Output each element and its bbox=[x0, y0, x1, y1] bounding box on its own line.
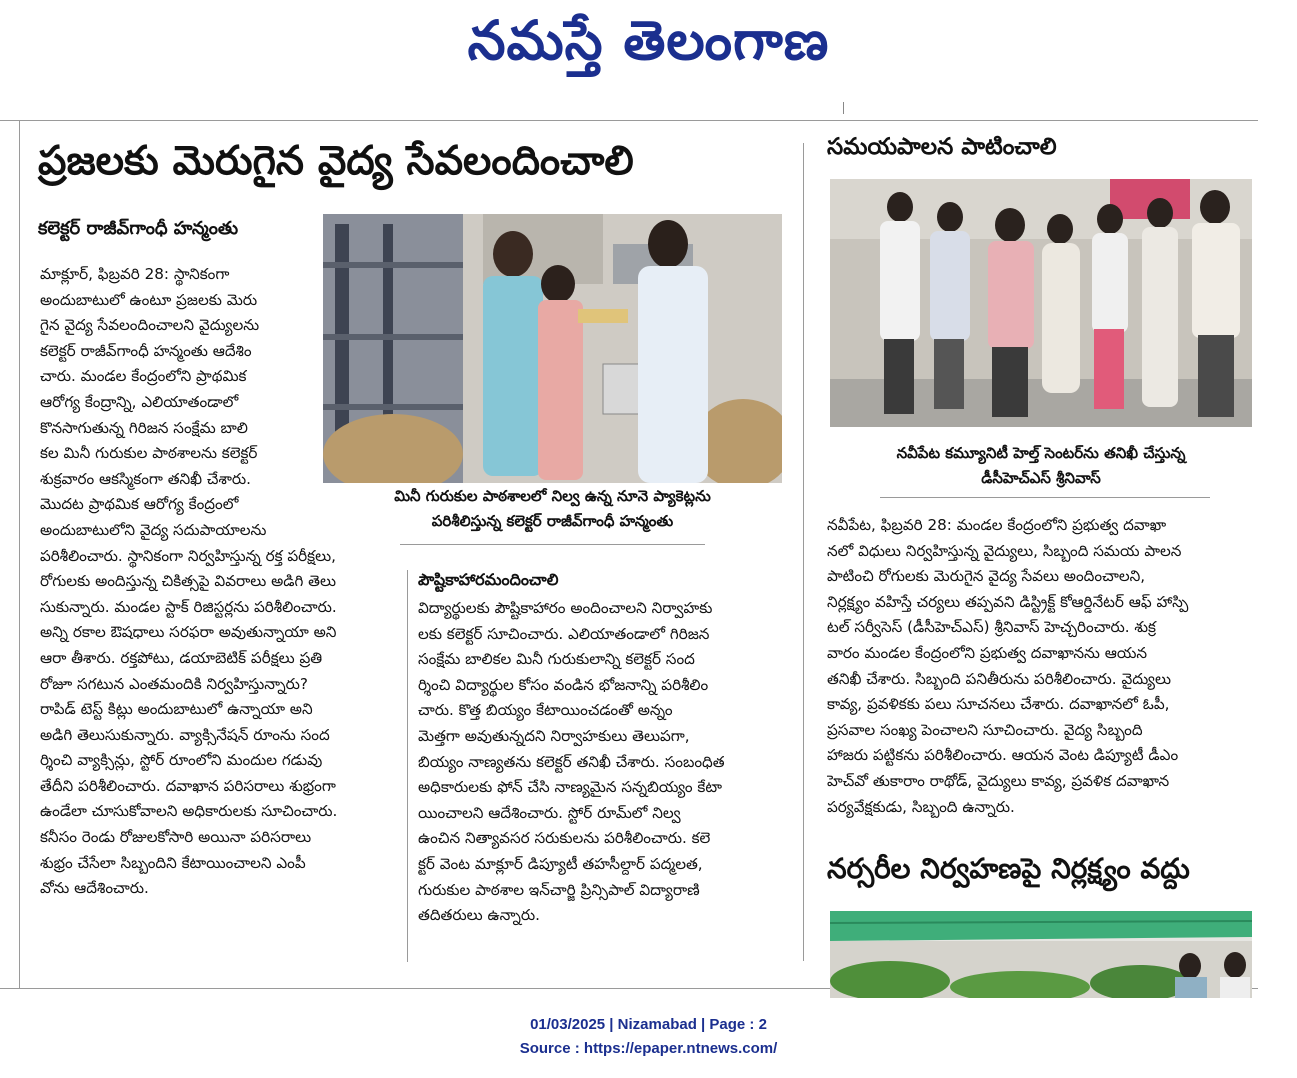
top-rule bbox=[0, 120, 1258, 121]
text-line: కావ్య, ప్రవళికకు పలు సూచనలు చేశారు. దవాఖానలో ఓపీ, bbox=[827, 695, 1170, 714]
text-line: పాటించి రోగులకు మెరుగైన వైద్య సేవలు అందించాలని, bbox=[827, 567, 1146, 586]
text-line: వోను ఆదేశించారు. bbox=[40, 879, 149, 898]
masthead-tick bbox=[843, 102, 844, 114]
caption-underline bbox=[400, 544, 705, 545]
text-line: అందుబాటులో ఉంటూ ప్రజలకు మెరు bbox=[40, 290, 258, 309]
masthead-logo: నమస్తే తెలంగాణ bbox=[467, 8, 830, 72]
text-line: నిర్లక్ష్యం వహిస్తే చర్యలు తప్పవని డిస్ట్రిక్ట్ కోఆర్డినేటర్ ఆఫ్ హాస్పి bbox=[827, 592, 1189, 611]
text-line: తేదీని పరిశీలించారు. దవాఖాన పరిసరాలు శుభ్రంగా bbox=[40, 776, 336, 795]
text-line: గురుకుల పాఠశాల ఇన్‌చార్జి ప్రిన్సిపాల్ విద్యారాణి bbox=[418, 880, 700, 899]
text-line: నలో విధులు నిర్వహిస్తున్న వైద్యులు, సిబ్బంది సమయ పాలన bbox=[827, 541, 1182, 560]
main-photo-caption-line: మినీ గురుకుల పాఠశాలలో నిల్వ ఉన్న నూనె ప్యాకెట్లను bbox=[394, 487, 711, 505]
text-line: రోగులకు అందిస్తున్న చికిత్సపై వివరాలు అడిగి తెలు bbox=[40, 572, 337, 591]
text-line: శుభ్రం చేసేలా సిబ్బందిని కేటాయించాలని ఎంపీ bbox=[40, 853, 306, 872]
text-line: మొదట ప్రాథమిక ఆరోగ్య కేంద్రంలో bbox=[40, 495, 239, 514]
text-line: నవీపేట, ఫిబ్రవరి 28: మండల కేంద్రంలోని ప్రభుత్వ దవాఖా bbox=[827, 516, 1167, 534]
text-line: కనీసం రెండు రోజులకోసారి అయినా పరిసరాలు bbox=[40, 828, 312, 847]
main-body-col1 bbox=[40, 262, 400, 902]
text-line: శుక్రవారం ఆకస్మికంగా తనిఖీ చేశారు. bbox=[40, 469, 251, 488]
inner-column-divider bbox=[407, 570, 408, 962]
text-line: యించాలని ఆదేశించారు. స్టోర్ రూమ్‌లో నిల్వ bbox=[418, 803, 681, 822]
text-line: రాపిడ్ టెస్ట్ కిట్లు అందుబాటులో ఉన్నాయా అని bbox=[40, 700, 313, 719]
text-line: పర్యవేక్షకుడు, సిబ్బంది ఉన్నారు. bbox=[827, 797, 1015, 816]
text-line: క్టర్ వెంట మాక్లూర్ డిప్యూటీ తహసీల్దార్ పద్మలత, bbox=[418, 854, 703, 873]
text-line: గైన వైద్య సేవలందించాలని వైద్యులను bbox=[40, 316, 260, 335]
text-line: ర్శించి వ్యాక్సిన్లు, స్టోర్ రూంలోని మందుల గడువు bbox=[40, 751, 323, 770]
text-line: సంక్షేమ బాలికల మినీ గురుకులాన్ని కలెక్టర్ సంద bbox=[418, 650, 695, 669]
text-line: ఉంచిన నిత్యావసర సరుకులను పరిశీలించారు. కలె bbox=[418, 829, 711, 848]
text-line: లకు కలెక్టర్ సూచించారు. ఎలియాతండాలో గిరిజన bbox=[418, 624, 710, 643]
subsection-title: పౌష్టికాహారమందించాలి bbox=[418, 570, 559, 589]
text-line: మెత్తగా అవుతున్నదని నిర్వాహకులు తెలుపగా, bbox=[418, 726, 690, 745]
third-headline: నర్సరీల నిర్వహణపై నిర్లక్ష్యం వద్దు bbox=[827, 852, 1190, 885]
left-frame-rule bbox=[19, 120, 20, 988]
text-line: మాక్లూర్, ఫిబ్రవరి 28: స్థానికంగా bbox=[40, 265, 230, 283]
text-line: అడిగి తెలుసుకున్నారు. వ్యాక్సినేషన్ రూంను సంద bbox=[40, 725, 330, 744]
text-line: చారు. కొత్త బియ్యం కేటాయించడంతో అన్నం bbox=[418, 701, 673, 720]
text-line: తనిఖీ చేశారు. సిబ్బంది పనితీరును పరిశీలించారు. వైద్యులు bbox=[827, 669, 1172, 688]
text-line: ఉండేలా చూసుకోవాలని అధికారులకు సూచించారు. bbox=[40, 802, 338, 821]
text-line: అధికారులకు ఫోన్ చేసి నాణ్యమైన సన్నబియ్యం కేటా bbox=[418, 778, 722, 797]
text-line: హాజరు పట్టికను పరిశీలించారు. ఆయన వెంట డిప్యూటీ డీఎం bbox=[827, 746, 1179, 765]
text-line: సుకున్నారు. మండల స్టాక్ రిజిస్టర్లను పరిశీలించారు. bbox=[40, 597, 337, 616]
text-line: చారు. మండల కేంద్రంలోని ప్రాథమిక bbox=[40, 367, 247, 386]
footer-source-link[interactable]: Source : https://epaper.ntnews.com/ bbox=[519, 1040, 778, 1057]
text-line: రోజూ సగటున ఎంతమందికి నిర్వహిస్తున్నారు? bbox=[40, 674, 308, 693]
main-body-col2 bbox=[418, 596, 788, 929]
footer-date-edition: 01/03/2025 | Nizamabad | Page : 2 bbox=[530, 1016, 767, 1033]
text-line: కల మినీ గురుకుల పాఠశాలను కలెక్టర్ bbox=[40, 444, 258, 463]
text-line: అందుబాటులోని వైద్య సదుపాయాలను bbox=[40, 520, 267, 539]
text-line: హెచ్‌వో తుకారాం రాథోడ్, వైద్యులు కావ్య, ప్రవళిక దవాఖాన bbox=[827, 771, 1170, 790]
text-line: ప్రసవాల సంఖ్య పెంచాలని సూచించారు. వైద్య సిబ్బంది bbox=[827, 720, 1143, 739]
text-line: టల్ సర్వీసెస్ (డీసీహెచ్‌ఎస్) శ్రీనివాస్ హెచ్చరించారు. శుక్ర bbox=[827, 618, 1156, 637]
text-line: ఆరోగ్య కేంద్రాన్ని, ఎలియాతండాలో bbox=[40, 392, 239, 411]
text-line: పరిశీలించారు. స్థానికంగా నిర్వహిస్తున్న రక్త పరీక్షలు, bbox=[40, 546, 336, 565]
text-line: బియ్యం నాణ్యతను కలెక్టర్ తనిఖీ చేశారు. సంబంధిత bbox=[418, 752, 725, 771]
text-line: వారం మండల కేంద్రంలోని ప్రభుత్వ దవాఖానను ఆయన bbox=[827, 643, 1148, 662]
text-line: అన్ని రకాల ఔషధాలు సరఫరా అవుతున్నాయా అని bbox=[40, 623, 337, 642]
third-photo bbox=[830, 911, 1252, 998]
main-headline: ప్రజలకు మెరుగైన వైద్య సేవలందించాలి bbox=[38, 138, 634, 184]
main-subhead: కలెక్టర్ రాజీవ్‌గాంధీ హన్మంతు bbox=[38, 218, 239, 239]
side-caption-underline bbox=[880, 497, 1210, 498]
side-photo-caption bbox=[823, 441, 1259, 491]
main-photo-caption-line: పరిశీలిస్తున్న కలెక్టర్ రాజీవ్‌గాంధీ హన్మంతు bbox=[431, 512, 674, 530]
text-line: ర్శించి విద్యార్థుల కోసం వండిన భోజనాన్ని పరిశీలిం bbox=[418, 675, 709, 694]
side-photo-caption-line: నవీపేట కమ్యూనిటీ హెల్త్ సెంటర్‌ను తనిఖీ చేస్తున్న bbox=[896, 444, 1186, 462]
side-body bbox=[827, 513, 1257, 820]
text-line: విద్యార్థులకు పౌష్టికాహారం అందించాలని నిర్వాహకు bbox=[418, 599, 713, 617]
text-line: ఆరా తీశారు. రక్తపోటు, డయాబెటిక్ పరీక్షలు ప్రతి bbox=[40, 648, 323, 667]
side-photo bbox=[830, 179, 1252, 427]
text-line: తదితరులు ఉన్నారు. bbox=[418, 906, 541, 925]
column-divider bbox=[803, 143, 804, 961]
side-photo-caption-line: డీసీహెచ్‌ఎస్ శ్రీనివాస్ bbox=[981, 469, 1101, 487]
side-headline: సమయపాలన పాటించాలి bbox=[827, 134, 1057, 160]
text-line: కలెక్టర్ రాజీవ్‌గాంధీ హన్మంతు ఆదేశిం bbox=[40, 341, 252, 360]
text-line: కొనసాగుతున్న గిరిజన సంక్షేమ బాలి bbox=[40, 418, 248, 437]
